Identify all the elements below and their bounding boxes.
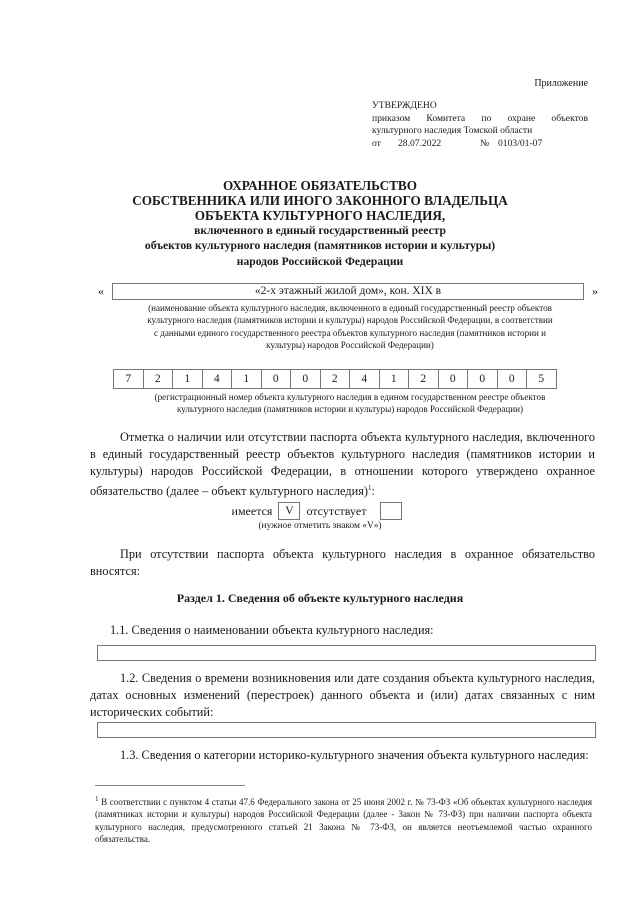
has-passport-label: имеется (231, 503, 273, 518)
reg-digit[interactable]: 1 (231, 369, 262, 389)
passport-check-row (0, 502, 640, 520)
no-passport-checkbox[interactable] (380, 502, 402, 520)
reg-digit[interactable]: 0 (261, 369, 292, 389)
order-date-number (372, 138, 588, 151)
order-word: по (481, 112, 492, 124)
object-name-caption (100, 302, 600, 351)
reg-digit[interactable]: 4 (349, 369, 380, 389)
caption-line: с данными единого государственного реестра объектов культурного наследия (памятников истории и (153, 327, 547, 338)
object-name-field[interactable]: «2-х этажный жилой дом», кон. XIX в (112, 283, 584, 300)
title-line: ОХРАННОЕ ОБЯЗАТЕЛЬСТВО (223, 178, 417, 193)
title-line: народов Российской Федерации (236, 254, 404, 268)
quote-close: » (592, 284, 598, 298)
caption-line: культурного наследия (памятников истории и культуры) народов Российской Федерации, в соответствии (147, 315, 553, 326)
reg-digit[interactable]: 5 (526, 369, 557, 389)
order-date: 28.07.2022 (398, 137, 442, 149)
has-passport-checkbox[interactable]: V (278, 502, 300, 520)
appendix-label: Приложение (534, 78, 588, 89)
item-1-3-label: 1.3. Сведения о категории историко-культурного значения объекта культурного наследия: (120, 748, 589, 762)
reg-digit[interactable]: 0 (497, 369, 528, 389)
footnote-text: В соответствии с пунктом 4 статьи 47.6 Федерального закона от 25 июня 2002 г. № 73-ФЗ «Об объектах культурного наследия (памятниках истории и культуры) народов Российской Федерации (далее - Закон № 73-ФЗ) при наличии паспорта объекта культурного наследия, предусмотренного статьей 21 Закона № 73-ФЗ, он является неотъемлемой частью охранного обязательства. (95, 797, 592, 845)
caption-line: культуры) народов Российской Федерации) (266, 339, 434, 350)
reg-digit[interactable]: 2 (320, 369, 351, 389)
reg-digit[interactable]: 0 (290, 369, 321, 389)
title-line: ОБЪЕКТА КУЛЬТУРНОГО НАСЛЕДИЯ, (194, 208, 446, 223)
item-1-2-field[interactable] (97, 722, 596, 738)
title-line: СОБСТВЕННИКА ИЛИ ИНОГО ЗАКОННОГО ВЛАДЕЛЬЦА (132, 193, 508, 208)
reg-digit[interactable]: 1 (172, 369, 203, 389)
caption-line: (регистрационный номер объекта культурного наследия в едином государственном реестре объектов (154, 392, 546, 402)
passport-paragraph: Отметка о наличии или отсутствии паспорта объекта культурного наследия, включенного в единый государственный реестр объектов культурного наследия (памятников истории и культуры) народов Российской Федерации, в отношении которого утверждено охранное обязательство (далее – объект культурного наследия)$^1$: (90, 430, 595, 499)
approved-label: УТВЕРЖДЕНО (372, 100, 437, 111)
order-word: объектов (551, 112, 588, 124)
reg-digit[interactable]: 7 (113, 369, 144, 389)
caption-line: культурного наследия (памятников истории и культуры) народов Российской Федерации) (176, 404, 524, 415)
section-1-title: Раздел 1. Сведения об объекте культурного наследия (176, 591, 464, 605)
caption-line: (наименование объекта культурного наследия, включенного в единый государственный реестр объектов (148, 303, 552, 313)
reg-digit[interactable]: 0 (467, 369, 498, 389)
footnote-mark: 1 (95, 795, 99, 803)
footnote (95, 793, 592, 846)
reg-digit[interactable]: 4 (202, 369, 233, 389)
check-hint: (нужное отметить знаком «V») (258, 521, 382, 531)
reg-digit[interactable]: 0 (438, 369, 469, 389)
footnote-separator (95, 785, 245, 786)
order-authority: культурного наследия Томской области (372, 125, 533, 137)
title-line: объектов культурного наследия (памятников истории и культуры) (144, 239, 496, 253)
title-line: включенного в единый государственный реестр (194, 224, 446, 237)
order-line (372, 113, 588, 126)
passport-text: Отметка о наличии или отсутствии паспорта объекта культурного наследия, включенного в единый государственный реестр объектов культурного наследия (памятников истории и культуры) народов Российской Федерации, в отношении которого утверждено охранное обязательство (далее – объект культурного наследия) (90, 430, 595, 499)
quote-open: « (98, 284, 104, 298)
registration-number (114, 369, 557, 389)
order-word: приказом (372, 112, 411, 124)
document-title (0, 178, 640, 269)
order-word: Комитета (426, 112, 466, 124)
reg-number-caption (100, 391, 600, 416)
reg-digit[interactable]: 2 (143, 369, 174, 389)
footnote-ref[interactable]: 1 (367, 484, 372, 492)
date-prefix: от (372, 137, 381, 149)
order-word: охране (507, 112, 536, 124)
order-number: 0103/01-07 (498, 137, 543, 149)
no-passport-label: отсутствует (306, 503, 367, 518)
number-prefix: № (480, 137, 490, 149)
item-1-1-field[interactable] (97, 645, 596, 661)
reg-digit[interactable]: 1 (379, 369, 410, 389)
item-1-2-label: 1.2. Сведения о времени возникновения или дате создания объекта культурного наследия, датах основных изменений (перестроек) данного объекта и (или) датах связанных с ним исторических событий: (90, 671, 595, 719)
absent-passport-paragraph: При отсутствии паспорта объекта культурного наследия в охранное обязательство вносятся: (90, 547, 595, 578)
item-1-1-label: 1.1. Сведения о наименовании объекта культурного наследия: (110, 623, 434, 637)
reg-digit[interactable]: 2 (408, 369, 439, 389)
approval-block (372, 100, 588, 150)
